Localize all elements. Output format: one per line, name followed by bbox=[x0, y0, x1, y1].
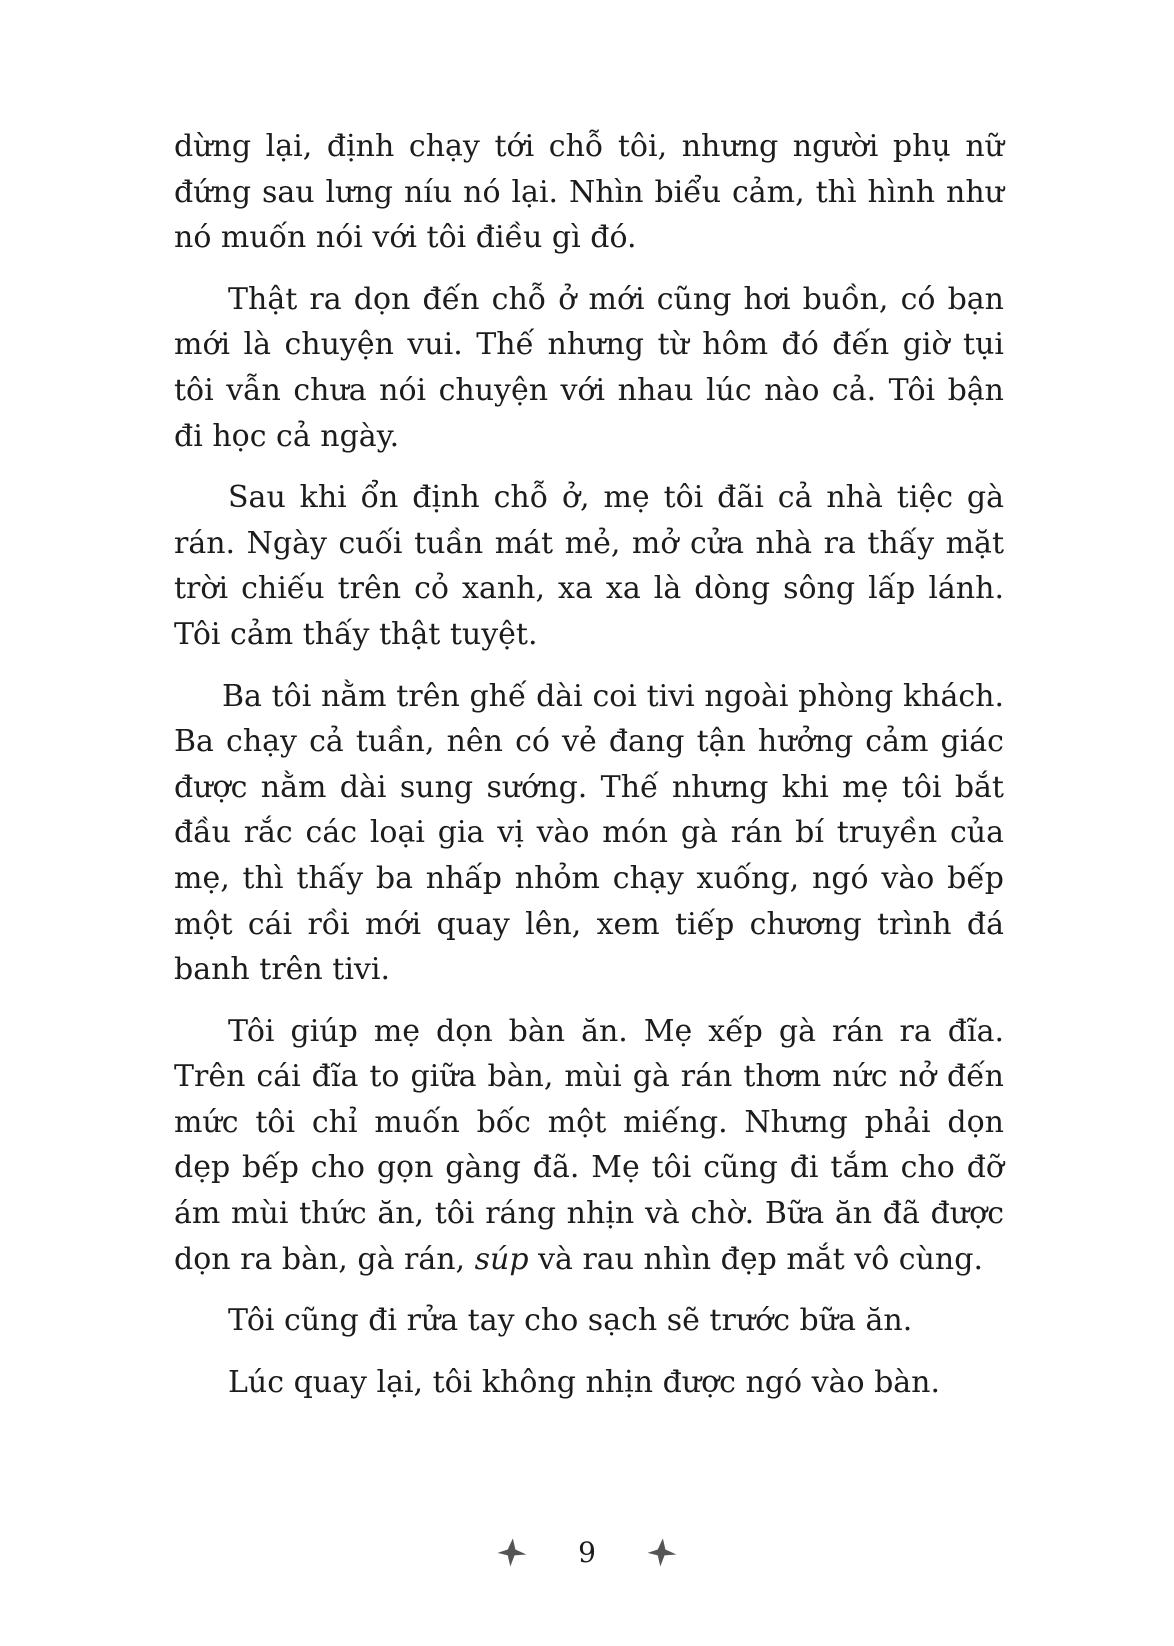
paragraph-7-text: Lúc quay lại, tôi không nhịn được ngó vào bàn. bbox=[228, 1364, 941, 1400]
paragraph-1-text: dừng lại, định chạy tới chỗ tôi, nhưng người phụ nữ đứng sau lưng níu nó lại. Nhìn biểu cảm, thì hình như nó muốn nói với tôi điều gì đó. bbox=[174, 129, 1004, 256]
body-text bbox=[174, 124, 1004, 1421]
paragraph-5-text: Tôi giúp mẹ dọn bàn ăn. Mẹ xếp gà rán ra đĩa. Trên cái đĩa to giữa bàn, mùi gà rán thơm nức nở đến mức tôi chỉ muốn bốc một miếng. Nhưng phải dọn dẹp bếp cho gọn gàng đã. Mẹ tôi cũng đi tắm cho đỡ ám mùi thức ăn, tôi ráng nhịn và chờ. Bữa ăn đã được dọn ra bàn, gà rán, bbox=[174, 1013, 1004, 1277]
page-footer bbox=[0, 1528, 1174, 1576]
star-icon bbox=[645, 1535, 679, 1569]
page-number: 9 bbox=[578, 1535, 596, 1569]
star-icon bbox=[495, 1535, 529, 1569]
paragraph-5 bbox=[174, 1009, 1004, 1283]
paragraph-6-text: Tôi cũng đi rửa tay cho sạch sẽ trước bữa ăn. bbox=[228, 1303, 913, 1339]
paragraph-5-italic-word: súp bbox=[474, 1241, 529, 1277]
paragraph-3-text: Sau khi ổn định chỗ ở, mẹ tôi đãi cả nhà tiệc gà rán. Ngày cuối tuần mát mẻ, mở cửa nhà ra thấy mặt trời chiếu trên cỏ xanh, xa xa là dòng sông lấp lánh. Tôi cảm thấy thật tuyệt. bbox=[174, 480, 1004, 652]
paragraph-2-text: Thật ra dọn đến chỗ ở mới cũng hơi buồn, có bạn mới là chuyện vui. Thế nhưng từ hôm đó đến giờ tụi tôi vẫn chưa nói chuyện với nhau lúc nào cả. Tôi bận đi học cả ngày. bbox=[174, 281, 1004, 454]
paragraph-5-text-end: và rau nhìn đẹp mắt vô cùng. bbox=[528, 1241, 983, 1277]
paragraph-4 bbox=[174, 674, 1004, 993]
paragraph-3 bbox=[174, 475, 1004, 657]
paragraph-6 bbox=[174, 1298, 1004, 1344]
paragraph-1 bbox=[174, 124, 1004, 261]
paragraph-2 bbox=[174, 277, 1004, 459]
paragraph-7 bbox=[174, 1360, 1004, 1406]
paragraph-4-text: Ba tôi nằm trên ghế dài coi tivi ngoài phòng khách. Ba chạy cả tuần, nên có vẻ đang tận hưởng cảm giác được nằm dài sung sướng. Thế nhưng khi mẹ tôi bắt đầu rắc các loại gia vị vào món gà rán bí truyền của mẹ, thì thấy ba nhấp nhỏm chạy xuống, ngó vào bếp một cái rồi mới quay lên, xem tiếp chương trình đá banh trên tivi. bbox=[174, 678, 1004, 988]
